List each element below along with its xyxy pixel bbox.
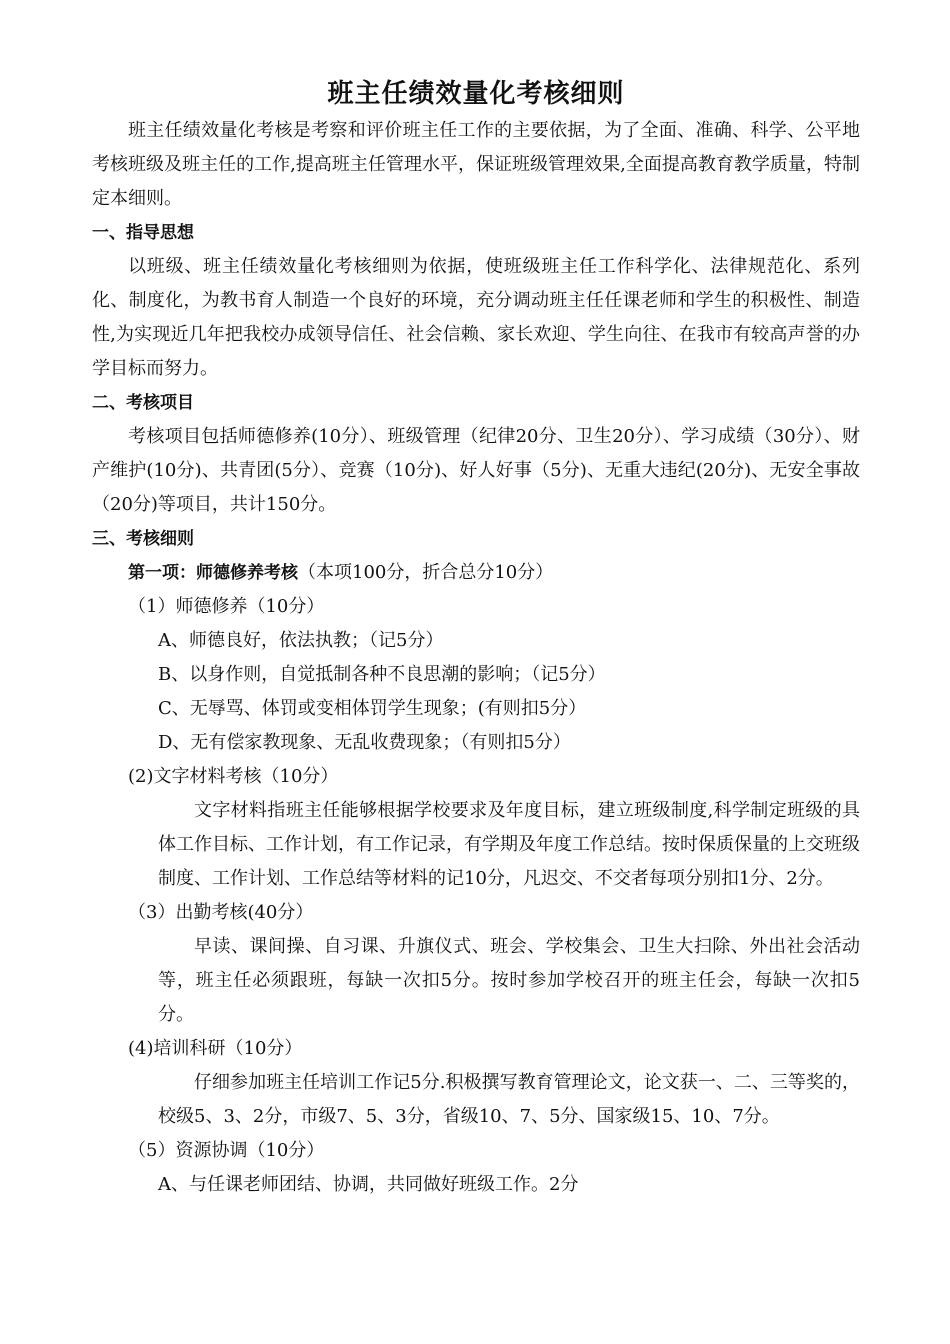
item1-heading [92,556,860,590]
guiding-ideology-paragraph: 以班级、班主任绩效量化考核细则为依据，使班级班主任工作科学化、法律规范化、系列化、制度化，为教书育人制造一个良好的环境，充分调动班主任任课老师和学生的积极性、制造性,为实现近几年把我校办成领导信任、社会信赖、家长欢迎、学生向往、在我市有较高声誉的办学目标而努力。 [92,256,860,379]
intro-paragraph: 班主任绩效量化考核是考察和评价班主任工作的主要依据，为了全面、准确、科学、公平地考核班级及班主任的工作,提高班主任管理水平，保证班级管理效果,全面提高教育教学质量，特制定本细则。 [92,120,860,209]
section-heading-assessment-details: 三、考核细则 [92,529,194,549]
item1-heading-bold: 第一项：师德修养考核 [128,563,298,583]
section-heading-guiding-ideology: 一、指导思想 [92,223,194,243]
assessment-items-paragraph: 考核项目包括师德修养(10分）、班级管理（纪律20分、卫生20分）、学习成绩（30分）、财产维护(10分)、共青团(5分）、竞赛（10分)、好人好事（5分)、无重大违纪(20分)、无安全事故（20分)等项目，共计150分。 [92,426,860,515]
sub5-title: （5）资源协调（10分） [128,1140,325,1161]
sub2-title: (2)文字材料考核（10分） [128,766,339,787]
sub1-line-d: D、无有偿家教现象、无乱收费现象；（有则扣5分） [158,732,571,753]
sub3-paragraph: 早读、课间操、自习课、升旗仪式、班会、学校集会、卫生大扫除、外出社会活动等，班主任必须跟班，每缺一次扣5分。按时参加学校召开的班主任会，每缺一次扣5分。 [158,936,860,1025]
sub3-title: （3）出勤考核(40分） [128,902,314,923]
sub5-line-a: A、与任课老师团结、协调，共同做好班级工作。2分 [158,1174,579,1195]
document-title: 班主任绩效量化考核细则 [327,79,625,109]
sub1-line-c: C、无辱骂、体罚或变相体罚学生现象；(有则扣5分） [158,698,587,719]
section-heading-assessment-items: 二、考核项目 [92,393,194,413]
sub4-paragraph: 仔细参加班主任培训工作记5分.积极撰写教育管理论文，论文获一、二、三等奖的，校级5、3、2分，市级7、5、3分，省级10、7、5分、国家级15、10、7分。 [158,1072,860,1127]
item1-heading-note: （本项100分，折合总分10分） [298,562,554,583]
sub1-line-a: A、师德良好，依法执教；（记5分） [158,630,444,651]
sub1-line-b: B、以身作则，自觉抵制各种不良思潮的影响；（记5分） [158,664,606,685]
sub4-title: (4)培训科研（10分） [128,1038,303,1059]
sub2-paragraph: 文字材料指班主任能够根据学校要求及年度目标，建立班级制度,科学制定班级的具体工作目标、工作计划，有工作记录，有学期及年度工作总结。按时保质保量的上交班级制度、工作计划、工作总结等材料的记10分，凡迟交、不交者每项分别扣1分、2分。 [158,800,860,889]
sub1-title: （1）师德修养（10分） [128,596,325,617]
